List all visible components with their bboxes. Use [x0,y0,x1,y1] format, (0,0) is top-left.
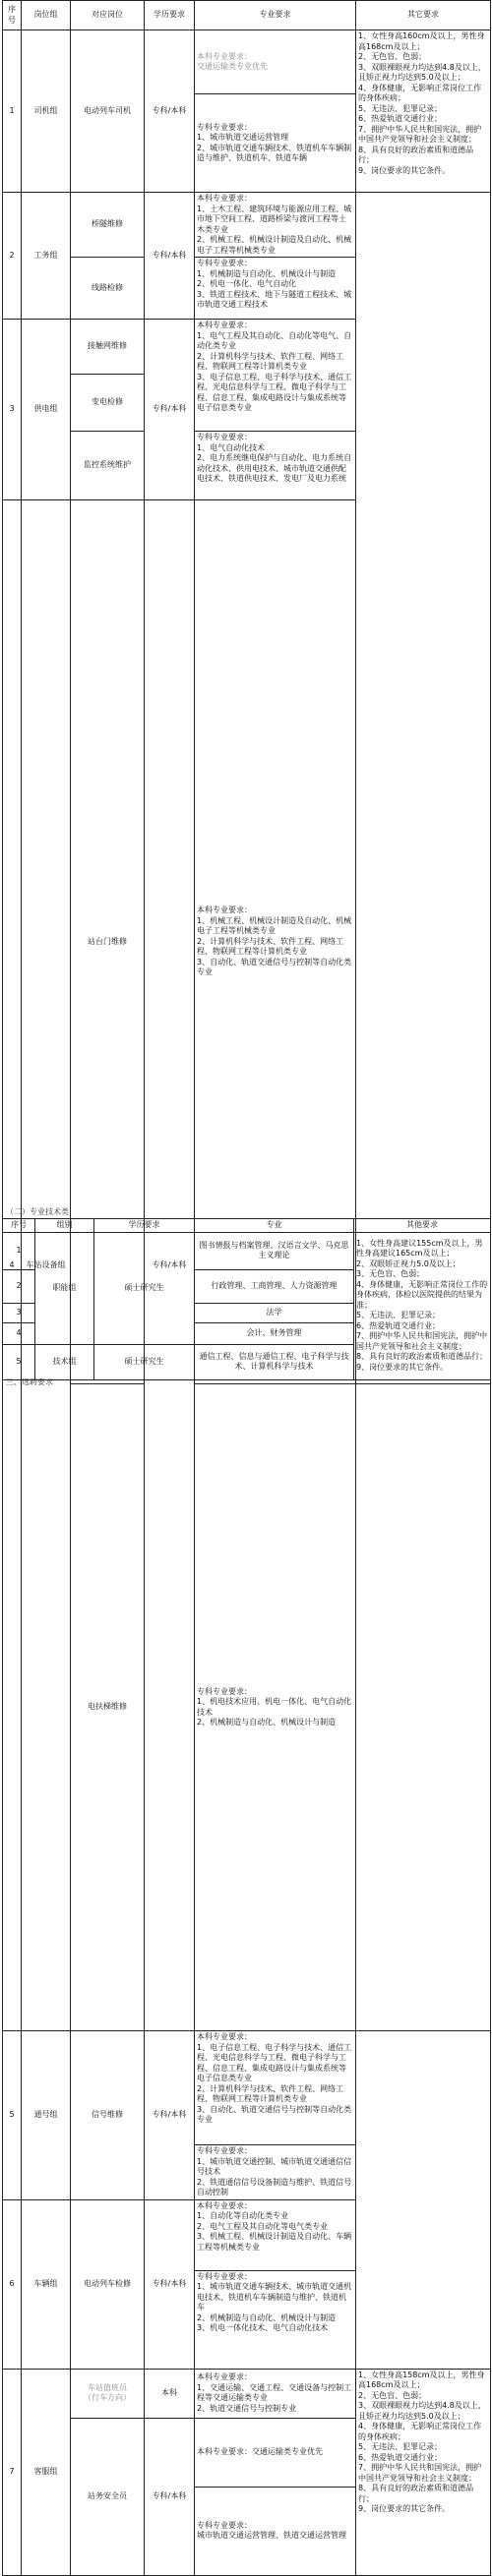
header-cell: 序号 [3,1,22,30]
header-cell: 专业 [195,1219,354,1233]
major-requirement: 本科专业要求： 1、土木工程、建筑环境与能源应用工程、城市地下空间工程、道路桥梁与渡河工程等土木类专业 2、机械工程、机械设计制造及自动化、机械电子工程等机械类专业 [195,193,356,258]
position-name: 信号维修 [71,2031,145,2200]
other-requirements-empty [356,193,491,1384]
table-row [3,30,491,94]
other-requirements: 1、女性身高建议155cm及以上，男性身高建议165cm及以上； 2、双眼矫正视力5.0及以上； 3、无色盲、色弱； 4、身体健康，无影响正常岗位工作的身体疾病，体检以医院提供的结果为准； 5、无违法、犯罪记录； 6、热爱轨道交通行业； 7、拥护中华人民共和国宪法，拥护中国共产党领导和社会主义制度； 8、具有良好的政治素质和道德品行； 9、岗位要求的其它条件。 [354,1232,491,1379]
row-number: 1 [3,1232,35,1269]
education-requirement: 专科/本科 [145,320,195,500]
position-name: 监控系统维护 [71,432,145,500]
major-requirement: 本科专业要求： 1、电子信息工程、电子科学与技术、通信工程、光电信息科学与工程、微电子科学与工程、信息工程、集成电路设计与集成系统等电子信息类专业 2、计算机科学与技术、软件工程、网络工程、物联网工程等计算机类专业 3、自动化、轨道交通信号与控制等自动化类专业 [195,2031,356,2145]
table-row [3,2031,491,2145]
education-requirement: 专科/本科 [145,30,195,193]
group-name: 车站设备组 [22,500,71,2031]
group-name: 职能组 [35,1232,94,1344]
row-number: 7 [3,2369,22,2575]
table-row [3,193,491,258]
group-name: 车辆组 [22,2199,71,2369]
major: 行政管理、工商管理、人力资源管理 [195,1269,354,1303]
education-requirement: 硕士研究生 [94,1232,195,1344]
section-heading: 三、选聘要求 [6,1378,53,1385]
group-name: 客服组 [22,2369,71,2575]
header-cell: 专业要求 [195,1,356,30]
position-name: 车站值班员 （行车方向） [71,2369,145,2418]
education-requirement: 专科/本科 [145,500,195,2031]
row-number: 6 [3,2199,22,2369]
other-requirements-empty [356,2031,491,2370]
major-requirement: 专科专业要求： 1、城市轨道交通控制、城市轨道交通通信信号技术 2、铁道通信信号设备制造与维护、铁道信号自动控制 [195,2145,356,2200]
group-name: 供电组 [22,320,71,500]
major-requirement: 专科专业要求： 1、电气自动化技术 2、电力系统继电保护与自动化、电力系统自动化技术、供用电技术、城市轨道交通供配电技术、铁道供电技术、发电厂及电力系统 [195,432,356,500]
row-number: 5 [3,2031,22,2200]
row-number: 4 [3,500,22,2031]
group-name: 通号组 [22,2031,71,2200]
row-number: 3 [3,1303,35,1322]
education-requirement: 本科 [145,2369,195,2418]
education-requirement: 专科/本科 [145,2418,195,2575]
major-requirement: 本科专业要求： 1、交通运输、交通工程、交通设备与控制工程等交通运输类专业 2、轨道交通信号与控制专业 [195,2369,356,2418]
header-cell: 岗位组 [22,1,71,30]
header-cell: 学历要求 [145,1,195,30]
header-cell: 其他要求 [354,1219,491,1233]
row-number: 2 [3,193,22,320]
table-row [3,1384,491,2031]
row-number: 3 [3,320,22,500]
major: 通信工程、信息与通信工程、电子科学与技术、计算机科学与技术 [195,1344,354,1379]
group-name: 技术组 [35,1344,94,1379]
major-requirement: 专科专业要求： 1、机电技术应用、机电一体化、电气自动化技术 2、机械制造与自动化、机械设计与制造 [195,1384,356,2031]
header-cell: 对应岗位 [71,1,145,30]
table-row [3,2369,491,2418]
major-requirement: 专科专业要求： 1、城市轨道交通车辆技术、城市轨道交通机电技术、铁道机车车辆制造与维护、铁道机车 2、机械制造与自动化、机械设计与制造 3、机电一体化技术、电气自动化技术 [195,2270,356,2369]
section-heading: （二）专业技术类 [6,1207,69,1216]
major: 会计、财务管理 [195,1322,354,1344]
row-number: 2 [3,1269,35,1303]
major-requirement: 本科专业要求： 1、机械工程、机械设计制造及自动化、机械电子工程等机械类专业 2、计算机科学与技术、软件工程、网络工程、物联网工程等计算机类专业 3、自动化、轨道交通信号与控制等自动化类专业 [195,500,356,1384]
row-number: 5 [3,1344,35,1379]
education-requirement: 硕士研究生 [94,1344,195,1379]
header-cell: 序号 [3,1219,35,1233]
position-name: 电扶梯维修 [71,1384,145,2031]
major-requirement: 本科专业要求： 1、自动化等自动化类专业 2、电气工程及其自动化等电气类专业 3、机械工程、机械设计制造及自动化、车辆工程等机械类专业 [195,2199,356,2270]
header-cell: 学历要求 [94,1219,195,1233]
major: 法学 [195,1303,354,1322]
position-name: 站台门维修 [71,500,145,1384]
position-name: 变电检修 [71,375,145,432]
major-requirement: 本科专业要求： 1、电气工程及其自动化、自动化等电气、自动化类专业 2、计算机科学与技术、软件工程、网络工程、物联网工程等计算机类专业 3、电子信息工程、电子科学与技术、通信工程、光电信息科学与工程、微电子科学与工程、信息工程、集成电路设计与集成系统等电子信息类专业 [195,320,356,432]
position-name: 接触网维修 [71,320,145,375]
table-header [3,1219,491,1233]
education-requirement: 专科/本科 [145,2199,195,2369]
row-number: 1 [3,30,22,193]
position-name: 电动列车司机 [71,30,145,193]
position-name: 电动列车检修 [71,2199,145,2369]
position-name: 站务安全员 [71,2418,145,2575]
group-name: 工务组 [22,193,71,320]
major-requirement: 专科专业要求： 1、城市轨道交通运营管理 2、城市轨道交通车辆技术、铁道机车车辆制造与维护、铁道机车、铁道车辆 [195,94,356,193]
group-name: 司机组 [22,30,71,193]
position-name: 桥隧维修 [71,193,145,258]
major: 图书情报与档案管理、汉语言文学、马克思主义理论 [195,1232,354,1269]
education-requirement: 专科/本科 [145,2031,195,2200]
major-requirement: 专科专业要求： 城市轨道交通运营管理、铁道交通运营管理 [195,2487,356,2575]
major-requirement: 专科专业要求： 1、机械制造与自动化、机械设计与制造 2、机电一体化、电气自动化 3、铁道工程技术、地下与隧道工程技术、城市轨道交通工程技术 [195,258,356,320]
other-requirements: 1、女性身高160cm及以上，男性身高168cm及以上； 2、无色盲、色弱； 3、双眼裸眼视力均达到4.8及以上，且矫正视力均达到5.0及以上； 4、身体健康，无影响正常岗位工作的身体疾病； 5、无违法、犯罪记录； 6、热爱轨道交通行业； 7、拥护中华人民共和国宪法，拥护中国共产党领导和社会主义制度； 8、具有良好的政治素质和道德品行； 9、岗位要求的其它条件。 [356,30,491,193]
header-cell: 其它要求 [356,1,491,30]
major-requirement: 本科专业要求：交通运输类专业优先 [195,2418,356,2487]
education-requirement: 专科/本科 [145,193,195,320]
other-requirements: 1、女性身高158cm及以上，男性身高168cm及以上； 2、无色盲、色弱； 3、双眼裸眼视力均达到4.8及以上，且矫正视力均达到5.0及以上； 4、身体健康，无影响正常岗位工作的身体疾病； 5、无违法、犯罪记录； 6、热爱轨道交通行业； 7、拥护中华人民共和国宪法，拥护中国共产党领导和社会主义制度； 8、具有良好的政治素质和道德品行； 9、岗位要求的其它条件。 [356,2369,491,2575]
table-header [3,1,491,30]
major-requirement: 本科专业要求： 交通运输类专业优先 [195,30,356,94]
row-number: 4 [3,1322,35,1344]
table-row [3,1232,491,1269]
technical-positions-table [2,1218,491,1380]
header-cell: 组别 [35,1219,94,1233]
position-name: 线路检修 [71,258,145,320]
